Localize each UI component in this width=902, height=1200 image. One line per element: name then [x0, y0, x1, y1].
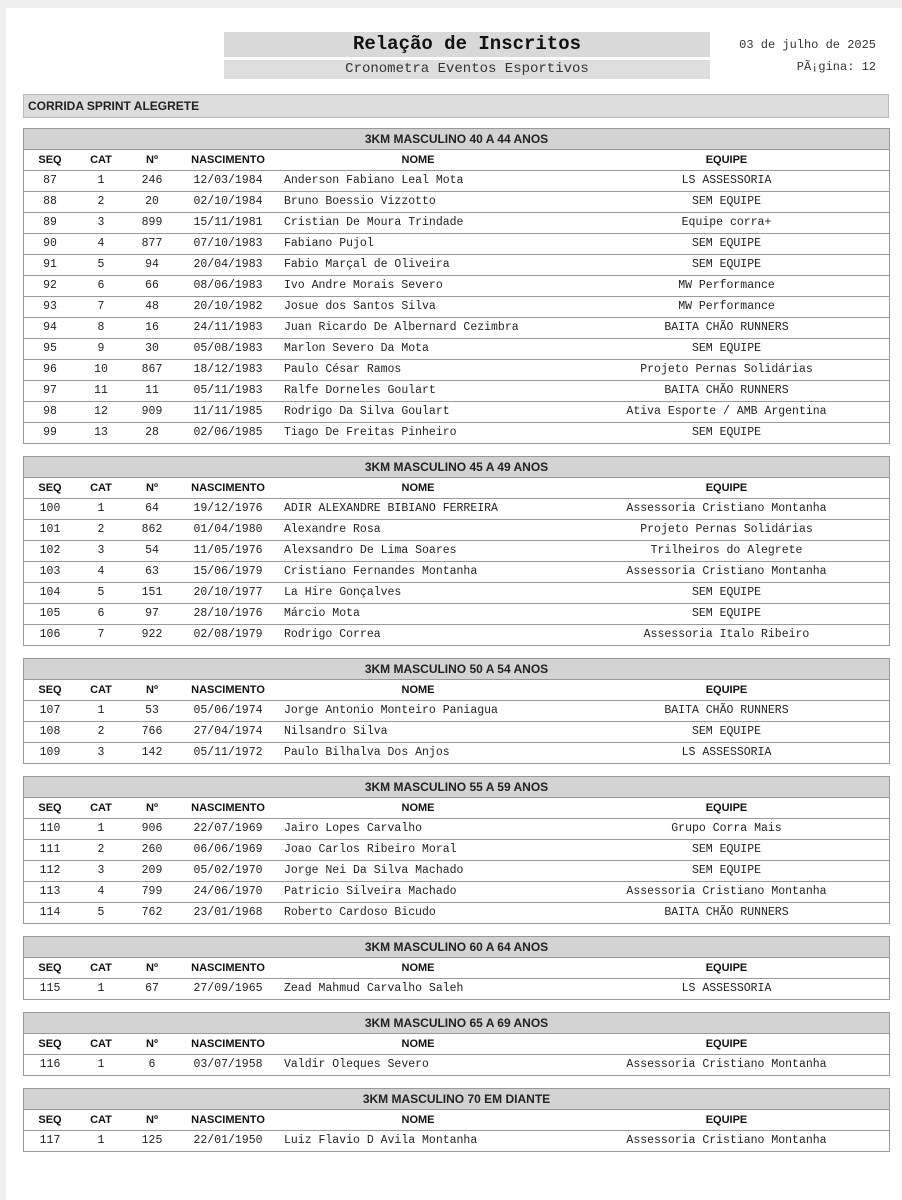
- column-header-num: Nº: [146, 802, 158, 814]
- cell-num: 151: [141, 586, 163, 599]
- page-number: PÃ¡gina: 12: [796, 60, 876, 74]
- cell-num: 909: [141, 405, 163, 418]
- category-title: 3KM MASCULINO 40 A 44 ANOS: [24, 129, 889, 150]
- cell-equipe: LS ASSESSORIA: [681, 746, 772, 759]
- cell-cat: 1: [97, 822, 105, 835]
- cell-nome: Roberto Cardoso Bicudo: [284, 906, 436, 919]
- cell-cat: 5: [97, 586, 105, 599]
- column-header-nome: NOME: [401, 962, 435, 974]
- cell-cat: 6: [97, 607, 105, 620]
- category-section: [23, 1088, 890, 1152]
- table-row: [24, 701, 889, 722]
- cell-nasc: 15/11/1981: [193, 216, 263, 229]
- cell-seq: 114: [39, 906, 61, 919]
- column-header-seq: SEQ: [38, 684, 62, 696]
- category-section: [23, 936, 890, 1000]
- cell-nome: Josue dos Santos Silva: [284, 300, 436, 313]
- column-header-num: Nº: [146, 684, 158, 696]
- cell-nasc: 28/10/1976: [193, 607, 263, 620]
- column-header-nasc: NASCIMENTO: [191, 154, 265, 166]
- cell-num: 6: [148, 1058, 156, 1071]
- cell-equipe: SEM EQUIPE: [691, 342, 761, 355]
- cell-equipe: BAITA CHÃO RUNNERS: [664, 321, 789, 334]
- cell-seq: 91: [43, 258, 57, 271]
- report-title: Relação de Inscritos: [224, 32, 710, 57]
- category-title: 3KM MASCULINO 60 A 64 ANOS: [24, 937, 889, 958]
- cell-equipe: SEM EQUIPE: [691, 725, 761, 738]
- table-row: [24, 1131, 889, 1151]
- cell-num: 799: [141, 885, 163, 898]
- report-subtitle: Cronometra Eventos Esportivos: [224, 60, 710, 79]
- column-header-nasc: NASCIMENTO: [191, 802, 265, 814]
- cell-seq: 102: [39, 544, 61, 557]
- table-header-row: [24, 1034, 889, 1055]
- report-header: [6, 8, 902, 88]
- cell-equipe: BAITA CHÃO RUNNERS: [664, 704, 789, 717]
- cell-cat: 5: [97, 258, 105, 271]
- category-title: 3KM MASCULINO 70 EM DIANTE: [24, 1089, 889, 1110]
- cell-nasc: 27/09/1965: [193, 982, 263, 995]
- cell-nasc: 22/07/1969: [193, 822, 263, 835]
- column-header-nome: NOME: [401, 1038, 435, 1050]
- category-section: [23, 776, 890, 924]
- cell-nasc: 05/02/1970: [193, 864, 263, 877]
- cell-seq: 103: [39, 565, 61, 578]
- cell-seq: 109: [39, 746, 61, 759]
- cell-num: 20: [145, 195, 159, 208]
- cell-equipe: Trilheiros do Alegrete: [650, 544, 803, 557]
- cell-num: 877: [141, 237, 163, 250]
- cell-nasc: 08/06/1983: [193, 279, 263, 292]
- cell-nasc: 01/04/1980: [193, 523, 263, 536]
- cell-seq: 92: [43, 279, 57, 292]
- column-header-seq: SEQ: [38, 1114, 62, 1126]
- cell-equipe: SEM EQUIPE: [691, 864, 761, 877]
- cell-cat: 5: [97, 906, 105, 919]
- cell-nome: Paulo César Ramos: [284, 363, 402, 376]
- cell-equipe: Assessoria Cristiano Montanha: [626, 565, 827, 578]
- cell-nome: Luiz Flavio D Avila Montanha: [284, 1134, 478, 1147]
- cell-cat: 4: [97, 565, 105, 578]
- table-row: [24, 381, 889, 402]
- cell-nome: Cristiano Fernandes Montanha: [284, 565, 478, 578]
- column-header-cat: CAT: [90, 1038, 112, 1050]
- cell-num: 862: [141, 523, 163, 536]
- category-section: [23, 658, 890, 764]
- cell-nasc: 24/11/1983: [193, 321, 263, 334]
- cell-nome: Alexandre Rosa: [284, 523, 381, 536]
- cell-nome: Valdir Oleques Severo: [284, 1058, 429, 1071]
- cell-equipe: SEM EQUIPE: [691, 195, 761, 208]
- column-header-equipe: EQUIPE: [705, 1038, 748, 1050]
- cell-equipe: Assessoria Cristiano Montanha: [626, 1134, 827, 1147]
- cell-nome: Paulo Bilhalva Dos Anjos: [284, 746, 450, 759]
- table-header-row: [24, 150, 889, 171]
- cell-cat: 3: [97, 544, 105, 557]
- column-header-nome: NOME: [401, 802, 435, 814]
- column-header-seq: SEQ: [38, 962, 62, 974]
- table-header-row: [24, 798, 889, 819]
- cell-equipe: SEM EQUIPE: [691, 237, 761, 250]
- table-header-row: [24, 958, 889, 979]
- column-header-num: Nº: [146, 154, 158, 166]
- table-row: [24, 979, 889, 999]
- cell-equipe: Assessoria Cristiano Montanha: [626, 502, 827, 515]
- category-section: [23, 128, 890, 444]
- cell-nasc: 18/12/1983: [193, 363, 263, 376]
- table-row: [24, 562, 889, 583]
- cell-nasc: 06/06/1969: [193, 843, 263, 856]
- cell-equipe: Assessoria Italo Ribeiro: [643, 628, 810, 641]
- cell-cat: 2: [97, 523, 105, 536]
- cell-nome: Ivo Andre Morais Severo: [284, 279, 443, 292]
- cell-nome: Juan Ricardo De Albernard Cezimbra: [284, 321, 519, 334]
- table-row: [24, 903, 889, 923]
- cell-nasc: 11/05/1976: [193, 544, 263, 557]
- column-header-seq: SEQ: [38, 802, 62, 814]
- table-row: [24, 234, 889, 255]
- table-row: [24, 520, 889, 541]
- cell-nome: Tiago De Freitas Pinheiro: [284, 426, 457, 439]
- event-name: CORRIDA SPRINT ALEGRETE: [23, 94, 889, 118]
- cell-nasc: 15/06/1979: [193, 565, 263, 578]
- column-header-cat: CAT: [90, 482, 112, 494]
- column-header-equipe: EQUIPE: [705, 802, 748, 814]
- cell-seq: 93: [43, 300, 57, 313]
- column-header-equipe: EQUIPE: [705, 154, 748, 166]
- cell-nome: Joao Carlos Ribeiro Moral: [284, 843, 457, 856]
- column-header-num: Nº: [146, 1038, 158, 1050]
- cell-cat: 3: [97, 746, 105, 759]
- cell-cat: 1: [97, 982, 105, 995]
- cell-nasc: 24/06/1970: [193, 885, 263, 898]
- column-header-equipe: EQUIPE: [705, 962, 748, 974]
- table-row: [24, 499, 889, 520]
- cell-nasc: 22/01/1950: [193, 1134, 263, 1147]
- cell-equipe: LS ASSESSORIA: [681, 174, 772, 187]
- cell-equipe: LS ASSESSORIA: [681, 982, 772, 995]
- cell-nasc: 07/10/1983: [193, 237, 263, 250]
- cell-nome: Zead Mahmud Carvalho Saleh: [284, 982, 464, 995]
- table-header-row: [24, 1110, 889, 1131]
- table-row: [24, 297, 889, 318]
- cell-num: 53: [145, 704, 159, 717]
- cell-cat: 13: [94, 426, 108, 439]
- column-header-nome: NOME: [401, 482, 435, 494]
- cell-seq: 90: [43, 237, 57, 250]
- cell-equipe: SEM EQUIPE: [691, 586, 761, 599]
- cell-cat: 2: [97, 195, 105, 208]
- cell-num: 54: [145, 544, 159, 557]
- column-header-equipe: EQUIPE: [705, 1114, 748, 1126]
- cell-nasc: 19/12/1976: [193, 502, 263, 515]
- report-date: 03 de julho de 2025: [739, 38, 876, 52]
- cell-num: 67: [145, 982, 159, 995]
- cell-cat: 4: [97, 885, 105, 898]
- cell-num: 762: [141, 906, 163, 919]
- table-row: [24, 213, 889, 234]
- cell-nome: ADIR ALEXANDRE BIBIANO FERREIRA: [284, 502, 498, 515]
- table-header-row: [24, 478, 889, 499]
- cell-equipe: SEM EQUIPE: [691, 258, 761, 271]
- cell-nome: Jairo Lopes Carvalho: [284, 822, 423, 835]
- table-row: [24, 255, 889, 276]
- column-header-num: Nº: [146, 482, 158, 494]
- column-header-nome: NOME: [401, 684, 435, 696]
- cell-seq: 111: [39, 843, 61, 856]
- column-header-num: Nº: [146, 1114, 158, 1126]
- table-row: [24, 722, 889, 743]
- cell-nome: Fabiano Pujol: [284, 237, 374, 250]
- cell-nasc: 20/10/1977: [193, 586, 263, 599]
- cell-num: 922: [141, 628, 163, 641]
- category-title: 3KM MASCULINO 65 A 69 ANOS: [24, 1013, 889, 1034]
- cell-cat: 8: [97, 321, 105, 334]
- column-header-nome: NOME: [401, 154, 435, 166]
- cell-nasc: 27/04/1974: [193, 725, 263, 738]
- cell-seq: 96: [43, 363, 57, 376]
- column-header-nasc: NASCIMENTO: [191, 684, 265, 696]
- table-header-row: [24, 680, 889, 701]
- table-row: [24, 819, 889, 840]
- cell-num: 11: [145, 384, 159, 397]
- cell-cat: 10: [94, 363, 108, 376]
- cell-cat: 3: [97, 864, 105, 877]
- cell-equipe: MW Performance: [678, 300, 775, 313]
- category-title: 3KM MASCULINO 45 A 49 ANOS: [24, 457, 889, 478]
- cell-nasc: 11/11/1985: [193, 405, 263, 418]
- cell-seq: 116: [39, 1058, 61, 1071]
- cell-nasc: 03/07/1958: [193, 1058, 263, 1071]
- sections-container: [23, 128, 890, 1164]
- cell-nome: Marlon Severo Da Mota: [284, 342, 429, 355]
- table-row: [24, 402, 889, 423]
- cell-equipe: Assessoria Cristiano Montanha: [626, 885, 827, 898]
- column-header-nasc: NASCIMENTO: [191, 1114, 265, 1126]
- table-row: [24, 339, 889, 360]
- cell-num: 246: [141, 174, 163, 187]
- cell-nome: Patricio Silveira Machado: [284, 885, 457, 898]
- cell-nasc: 02/06/1985: [193, 426, 263, 439]
- category-title: 3KM MASCULINO 50 A 54 ANOS: [24, 659, 889, 680]
- cell-cat: 2: [97, 843, 105, 856]
- table-row: [24, 276, 889, 297]
- column-header-equipe: EQUIPE: [705, 482, 748, 494]
- cell-cat: 7: [97, 300, 105, 313]
- cell-equipe: Projeto Pernas Solidárias: [640, 363, 813, 376]
- cell-seq: 89: [43, 216, 57, 229]
- cell-seq: 105: [39, 607, 61, 620]
- cell-equipe: BAITA CHÃO RUNNERS: [664, 384, 789, 397]
- cell-equipe: Projeto Pernas Solidárias: [640, 523, 813, 536]
- cell-nome: Fabio Marçal de Oliveira: [284, 258, 450, 271]
- cell-seq: 106: [39, 628, 61, 641]
- cell-seq: 117: [39, 1134, 61, 1147]
- table-row: [24, 882, 889, 903]
- table-row: [24, 541, 889, 562]
- cell-nome: Márcio Mota: [284, 607, 360, 620]
- cell-equipe: Equipe corra+: [681, 216, 772, 229]
- cell-num: 28: [145, 426, 159, 439]
- cell-equipe: SEM EQUIPE: [691, 426, 761, 439]
- cell-seq: 98: [43, 405, 57, 418]
- cell-seq: 100: [39, 502, 61, 515]
- cell-cat: 1: [97, 174, 105, 187]
- cell-nome: Alexsandro De Lima Soares: [284, 544, 457, 557]
- cell-seq: 115: [39, 982, 61, 995]
- column-header-equipe: EQUIPE: [705, 684, 748, 696]
- column-header-nome: NOME: [401, 1114, 435, 1126]
- cell-num: 142: [141, 746, 163, 759]
- cell-seq: 94: [43, 321, 57, 334]
- cell-seq: 108: [39, 725, 61, 738]
- cell-cat: 1: [97, 704, 105, 717]
- column-header-cat: CAT: [90, 684, 112, 696]
- cell-equipe: Assessoria Cristiano Montanha: [626, 1058, 827, 1071]
- cell-cat: 1: [97, 502, 105, 515]
- cell-nasc: 05/08/1983: [193, 342, 263, 355]
- cell-cat: 12: [94, 405, 108, 418]
- cell-seq: 87: [43, 174, 57, 187]
- column-header-nasc: NASCIMENTO: [191, 962, 265, 974]
- cell-num: 260: [141, 843, 163, 856]
- category-title: 3KM MASCULINO 55 A 59 ANOS: [24, 777, 889, 798]
- column-header-seq: SEQ: [38, 154, 62, 166]
- cell-cat: 4: [97, 237, 105, 250]
- cell-equipe: Grupo Corra Mais: [671, 822, 782, 835]
- column-header-cat: CAT: [90, 802, 112, 814]
- table-row: [24, 171, 889, 192]
- table-row: [24, 840, 889, 861]
- cell-num: 16: [145, 321, 159, 334]
- cell-num: 209: [141, 864, 163, 877]
- cell-seq: 88: [43, 195, 57, 208]
- cell-num: 66: [145, 279, 159, 292]
- cell-seq: 113: [39, 885, 61, 898]
- cell-num: 30: [145, 342, 159, 355]
- category-section: [23, 456, 890, 646]
- cell-equipe: MW Performance: [678, 279, 775, 292]
- cell-seq: 95: [43, 342, 57, 355]
- cell-nome: Jorge Antonio Monteiro Paniagua: [284, 704, 498, 717]
- cell-seq: 97: [43, 384, 57, 397]
- cell-seq: 99: [43, 426, 57, 439]
- cell-cat: 9: [97, 342, 105, 355]
- cell-num: 125: [141, 1134, 163, 1147]
- cell-num: 64: [145, 502, 159, 515]
- cell-num: 906: [141, 822, 163, 835]
- cell-cat: 1: [97, 1134, 105, 1147]
- cell-nome: La Hire Gonçalves: [284, 586, 402, 599]
- table-row: [24, 861, 889, 882]
- column-header-cat: CAT: [90, 154, 112, 166]
- cell-seq: 107: [39, 704, 61, 717]
- cell-cat: 6: [97, 279, 105, 292]
- cell-nasc: 05/11/1972: [193, 746, 263, 759]
- table-row: [24, 625, 889, 645]
- cell-cat: 2: [97, 725, 105, 738]
- table-row: [24, 743, 889, 763]
- cell-equipe: SEM EQUIPE: [691, 607, 761, 620]
- cell-nome: Ralfe Dorneles Goulart: [284, 384, 436, 397]
- column-header-nasc: NASCIMENTO: [191, 1038, 265, 1050]
- cell-seq: 104: [39, 586, 61, 599]
- cell-num: 94: [145, 258, 159, 271]
- cell-num: 867: [141, 363, 163, 376]
- cell-nasc: 23/01/1968: [193, 906, 263, 919]
- cell-nasc: 05/11/1983: [193, 384, 263, 397]
- cell-nasc: 02/08/1979: [193, 628, 263, 641]
- cell-equipe: BAITA CHÃO RUNNERS: [664, 906, 789, 919]
- cell-nome: Jorge Nei Da Silva Machado: [284, 864, 464, 877]
- column-header-cat: CAT: [90, 962, 112, 974]
- cell-cat: 3: [97, 216, 105, 229]
- cell-num: 63: [145, 565, 159, 578]
- column-header-cat: CAT: [90, 1114, 112, 1126]
- cell-nome: Nilsandro Silva: [284, 725, 388, 738]
- cell-cat: 7: [97, 628, 105, 641]
- cell-equipe: Ativa Esporte / AMB Argentina: [626, 405, 827, 418]
- table-row: [24, 1055, 889, 1075]
- cell-nasc: 05/06/1974: [193, 704, 263, 717]
- cell-seq: 101: [39, 523, 61, 536]
- cell-nasc: 20/04/1983: [193, 258, 263, 271]
- cell-nome: Rodrigo Correa: [284, 628, 381, 641]
- table-row: [24, 604, 889, 625]
- cell-nome: Rodrigo Da Silva Goulart: [284, 405, 450, 418]
- cell-nome: Bruno Boessio Vizzotto: [284, 195, 436, 208]
- table-row: [24, 318, 889, 339]
- table-row: [24, 423, 889, 443]
- cell-num: 899: [141, 216, 163, 229]
- cell-nasc: 02/10/1984: [193, 195, 263, 208]
- category-section: [23, 1012, 890, 1076]
- cell-equipe: SEM EQUIPE: [691, 843, 761, 856]
- cell-nome: Cristian De Moura Trindade: [284, 216, 464, 229]
- cell-seq: 110: [39, 822, 61, 835]
- cell-nasc: 12/03/1984: [193, 174, 263, 187]
- table-row: [24, 192, 889, 213]
- column-header-seq: SEQ: [38, 1038, 62, 1050]
- column-header-num: Nº: [146, 962, 158, 974]
- cell-nome: Anderson Fabiano Leal Mota: [284, 174, 464, 187]
- cell-num: 48: [145, 300, 159, 313]
- cell-num: 97: [145, 607, 159, 620]
- column-header-nasc: NASCIMENTO: [191, 482, 265, 494]
- cell-num: 766: [141, 725, 163, 738]
- cell-cat: 1: [97, 1058, 105, 1071]
- table-row: [24, 583, 889, 604]
- column-header-seq: SEQ: [38, 482, 62, 494]
- cell-nasc: 20/10/1982: [193, 300, 263, 313]
- table-row: [24, 360, 889, 381]
- cell-cat: 11: [94, 384, 108, 397]
- cell-seq: 112: [39, 864, 61, 877]
